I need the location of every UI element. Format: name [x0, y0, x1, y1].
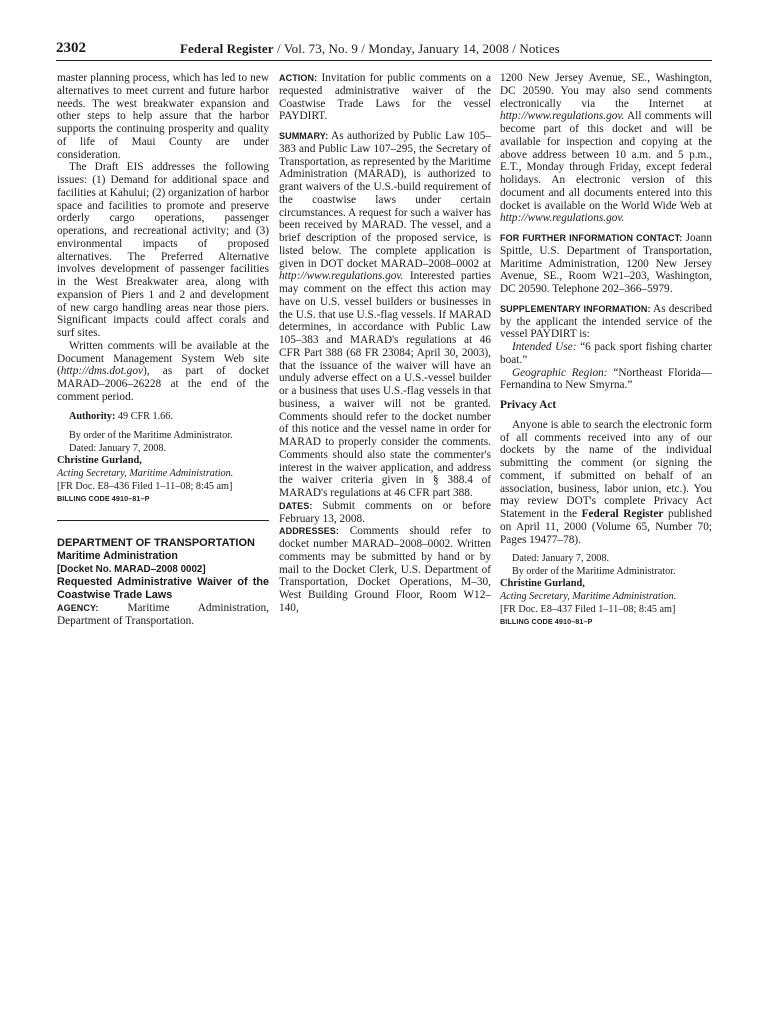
billing-code-2: BILLING CODE 4910–81–P	[500, 617, 593, 627]
regulations-url-link[interactable]: http://www.regulations.gov.	[279, 270, 404, 283]
agency-line: AGENCY: Maritime Administration, Department of Transportation.	[57, 601, 269, 627]
action-section: ACTION: Invitation for public comments on a requested administrative waiver of the Coastwise Trade Laws for the vessel PAYDIRT.	[279, 72, 491, 123]
signer-name: Christine Gurland,	[57, 455, 142, 466]
billing-code: BILLING CODE 4910–81–P	[57, 494, 150, 503]
dms-url-link[interactable]: http://dms.dot.gov	[60, 365, 143, 378]
column-2	[279, 72, 491, 615]
by-order-line: By order of the Maritime Administrator.	[69, 430, 233, 441]
addresses-section: ADDRESSES: Comments should refer to docket number MARAD–2008–0002. Written comments may be submitted by hand or by mail to the Docket Clerk, U.S. Department of Transportation, Docket Operations, M–30, West Building Ground Floor, Room W12–140,	[279, 525, 491, 614]
running-header	[56, 38, 712, 61]
paragraph-written-comments: Written comments will be available at the Document Management System Web site (http://dms.dot.gov), as part of docket MARAD–2006–26228 at the end of the comment period.	[57, 339, 269, 403]
authority-line: Authority: 49 CFR 1.66.	[69, 410, 173, 422]
running-head-text	[180, 41, 560, 57]
summary-section: SUMMARY: As authorized by Public Law 105–383 and Public Law 107–295, the Secretary of Transportation, as represented by the Maritime Administration (MARAD), is authorized to grant waivers of the U.S.-build requirement of the coastwise laws under certain circumstances. A request for such a waiver has been received by MARAD. The vessel, and a brief description of the proposed service, is listed below. The complete application is given in DOT docket MARAD–2008–0002 at http://www.regulations.gov. Interested parties may comment on the effect this action may have on U.S. vessel builders or businesses in the U.S. that use U.S.-flag vessels. If MARAD determines, in accordance with Public Law 105–383 and MARAD's regulations at 46 CFR Part 388 (68 FR 23084; April 30, 2003), that the issuance of the waiver will have an unduly adverse effect on a U.S.-vessel builder or a business that uses U.S.-flag vessels in that business, a waiver will not be granted. Comments should refer to the docket number of this notice and the vessel name in order for MARAD to properly consider the comments. Comments should also state the commenter's interest in the waiver application, and address the waiver criteria given in § 388.4 of MARAD's regulations at 46 CFR part 388.	[279, 130, 491, 499]
privacy-act-heading: Privacy Act	[500, 399, 557, 411]
fr-doc-line: [FR Doc. E8–436 Filed 1–11–08; 8:45 am]	[57, 480, 233, 492]
intended-use: Intended Use: “6 pack sport fishing charter boat.”	[500, 341, 712, 366]
section-divider	[57, 520, 269, 521]
agency-heading: Maritime Administration	[57, 549, 178, 562]
addresses-continued: 1200 New Jersey Avenue, SE., Washington, DC 20590. You may also send comments electronically via the Internet at http://www.regulations.gov. All comments will become part of this docket and will be available for inspection and copying at the above address between 10 a.m. and 5 p.m., E.T., Monday through Friday, except federal holidays. An electronic version of this document and all documents entered into this docket is available on the World Wide Web at http://www.regulations.gov.	[500, 72, 712, 225]
signer-name-2: Christine Gurland,	[500, 578, 585, 590]
fr-doc-line-2: [FR Doc. E8–437 Filed 1–11–08; 8:45 am]	[500, 603, 676, 615]
notice-title: Requested Administrative Waiver of the Coastwise Trade Laws	[57, 575, 269, 601]
signer-title: Acting Secretary, Maritime Administration.	[57, 467, 234, 479]
dated-line: Dated: January 7, 2008.	[69, 442, 167, 454]
dates-section: DATES: Submit comments on or before February 13, 2008.	[279, 499, 491, 525]
dated-line-2: Dated: January 7, 2008.	[512, 553, 610, 565]
privacy-act-paragraph: Anyone is able to search the electronic form of all comments received into any of our dockets by the name of the individual submitting the comment (or signing the comment, if submitted on behalf of an association, business, labor union, etc.). You may review DOT's complete Privacy Act Statement in the Federal Register published on April 11, 2000 (Volume 65, Number 70; Pages 19477–78).	[500, 418, 712, 546]
regulations-url-link-1[interactable]: http://www.regulations.gov.	[500, 110, 625, 123]
docket-number: [Docket No. MARAD–2008 0002]	[57, 563, 206, 575]
signer-title-2: Acting Secretary, Maritime Administration.	[500, 591, 677, 602]
paragraph-harbor-planning: master planning process, which has led to new alternatives to meet current and future harbor needs. The west breakwater expansion and other steps to help assure that the harbor supports the continuing prosperity and quality of life of Maui County are under consideration.	[57, 72, 269, 161]
contact-section: FOR FURTHER INFORMATION CONTACT: Joann Spittle, U.S. Department of Transportation, Maritime Administration, 1200 New Jersey Avenue, SE., Room W21–203, Washington, DC 20590. Telephone 202–366–5979.	[500, 232, 712, 295]
column-1	[57, 72, 269, 627]
page-number: 2302	[56, 40, 86, 56]
regulations-url-link-2[interactable]: http://www.regulations.gov.	[500, 212, 625, 225]
paragraph-draft-eis: The Draft EIS addresses the following issues: (1) Demand for additional space and facilities at Kahului; (2) organization of harbor space and facilities to promote and preserve orderly cargo operations, passenger operations, and recreational activity; and (3) environmental impacts of proposed alternatives. The Preferred Alternative involves development of passenger facilities in the West Breakwater area, along with expansion of Piers 1 and 2 and development of new cargo handling areas near those piers. Significant impacts could affect corals and surf sites.	[57, 161, 269, 339]
publication-name: Federal Register	[180, 41, 274, 56]
by-order-line-2: By order of the Maritime Administrator.	[512, 565, 676, 577]
issue-info: / Vol. 73, No. 9 / Monday, January 14, 2008 / Notices	[273, 41, 560, 56]
geographic-region: Geographic Region: “Northeast Florida—Fernandina to New Smyrna.”	[500, 366, 712, 392]
department-heading: DEPARTMENT OF TRANSPORTATION	[57, 536, 255, 549]
supplementary-section: SUPPLEMENTARY INFORMATION: As described by the applicant the intended service of the vessel PAYDIRT is:	[500, 302, 712, 341]
column-3	[500, 72, 712, 629]
